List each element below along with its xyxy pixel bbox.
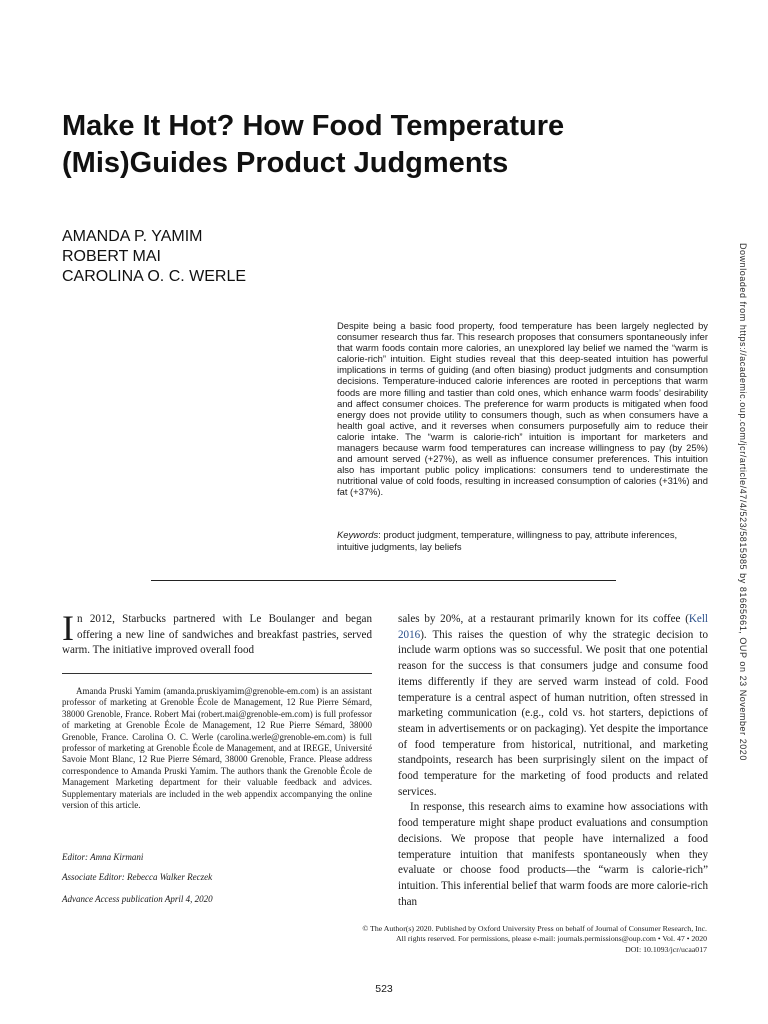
keywords-label: Keywords (337, 529, 379, 540)
citation-link[interactable]: Kell 2016 (398, 613, 708, 641)
drop-cap: I (62, 608, 74, 648)
author-footnote: Amanda Pruski Yamim (amanda.pruskiyamim@grenoble-em.com) is an assistant professor of marketing at Grenoble École de Management, 12 Rue Pierre Sémard, 38000 Grenoble, France. Robert Mai (robert.mai@grenoble-em.com) is full professor of marketing at Grenoble École de Management, 12 Rue Pierre Sémard, 38000 Grenoble, France. Carolina O. C. Werle (carolina.werle@grenoble-em.com) is full professor of marketing at Grenoble École de Management, and at IREGE, Université Savoie Mont Blanc, 12 Rue Pierre Sémard, 38000 Grenoble, France. Please address correspondence to Amanda Pruski Yamim. The authors thank the Grenoble École de Management Marketing department for their valuable feedback and advices. Supplementary materials are included in the web appendix accompanying the online version of this article. (62, 686, 372, 811)
keywords (337, 529, 708, 552)
section-divider (151, 580, 616, 581)
author-list (62, 227, 246, 287)
copyright-line: © The Author(s) 2020. Published by Oxford University Press on behalf of Journal of Consumer Research, Inc. (362, 924, 707, 933)
download-watermark (734, 243, 748, 783)
download-watermark-text: Downloaded from https://academic.oup.com/jcr/article/47/4/523/5815985 by 81665661, OUP on 23 November 2020 (738, 243, 748, 761)
doi-line: DOI: 10.1093/jcr/ucaa017 (625, 944, 707, 954)
abstract: Despite being a basic food property, food temperature has been largely neglected by consumer research thus far. This research proposes that consumers spontaneously infer that warm foods contain more calories, an unexplored lay belief we named the “warm is calorie-rich” intuition. Eight studies reveal that this deep-seated intuition has powerful implications in terms of guiding (and often biasing) product judgments and consumption decisions. Temperature-induced calorie inferences are rooted in perceptions that warm foods are more filling and tastier than cold ones, which enhance warm foods’ desirability and affect consumer choices. The preference for warm products is mitigated when food energy does not provide utility to consumers though, such as when consumers have a health goal active, and it reverses when consumers purposefully aim to reduce their calorie intake. The “warm is calorie-rich” intuition is important for marketers and managers because warm food temperatures can increase willingness to pay (by 25%) and amount served (+27%), as well as influence consumer preferences. This intuition also has important public policy implications: consumers tend to underestimate the nutritional value of cold foods, resulting in increased consumption of calories (+31%) and fat (+37%). (337, 320, 708, 498)
keywords-list: : product judgment, temperature, willingness to pay, attribute inferences, intuitive judgments, lay beliefs (337, 529, 678, 552)
author-name: CAROLINA O. C. WERLE (62, 268, 247, 285)
paragraph-text: sales by 20%, at a restaurant primarily known for its coffee ( (398, 613, 689, 625)
author-name: ROBERT MAI (62, 248, 161, 265)
article-title (62, 108, 682, 182)
author-name: AMANDA P. YAMIM (62, 228, 203, 245)
associate-editor-credit: Associate Editor: Rebecca Walker Reczek (62, 872, 213, 882)
editor-credit: Editor: Amna Kirmani (62, 852, 144, 862)
body-column-right (398, 612, 708, 910)
paragraph-text: ). This raises the question of why the strategic decision to include warm options was so successful. We posit that one potential reason for the success is that consumers judge and consume food items differently if they are served warm instead of cold. Food temperature is a central aspect of human nutrition, often stressed in marketing communication (e.g., cold vs. hot starters, depictions of steam in advertisements or on packaging). Yet despite the importance of food temperature from historical, nutritional, and marketing standpoints, research has been surprisingly silent on the impact of food temperature for the marketing of food products and related services. (398, 628, 708, 798)
body-paragraph (398, 612, 708, 800)
intro-paragraph: n 2012, Starbucks partnered with Le Boulanger and began offering a new line of sandwiches and breakfast pastries, served warm. The initiative improved overall food (62, 613, 372, 657)
copyright-line: All rights reserved. For permissions, please e-mail: journals.permissions@oup.com • Vol. 47 • 2020 (396, 934, 707, 944)
body-column-left (62, 608, 372, 659)
advance-access-note: Advance Access publication April 4, 2020 (62, 894, 213, 904)
footnote-divider (62, 673, 372, 674)
body-paragraph: In response, this research aims to examine how associations with food temperature might shape product evaluations and consumption decisions. We propose that people have internalized a food temperature intuition that manifests spontaneously when they evaluate or choose food products—the “warm is calorie-rich” intuition. This inferential belief that warm foods are more calorie-rich than (398, 801, 708, 908)
copyright-block (287, 924, 707, 955)
title-line: (Mis)Guides Product Judgments (62, 147, 509, 179)
title-line: Make It Hot? How Food Temperature (62, 110, 565, 142)
page-number: 523 (375, 983, 393, 995)
